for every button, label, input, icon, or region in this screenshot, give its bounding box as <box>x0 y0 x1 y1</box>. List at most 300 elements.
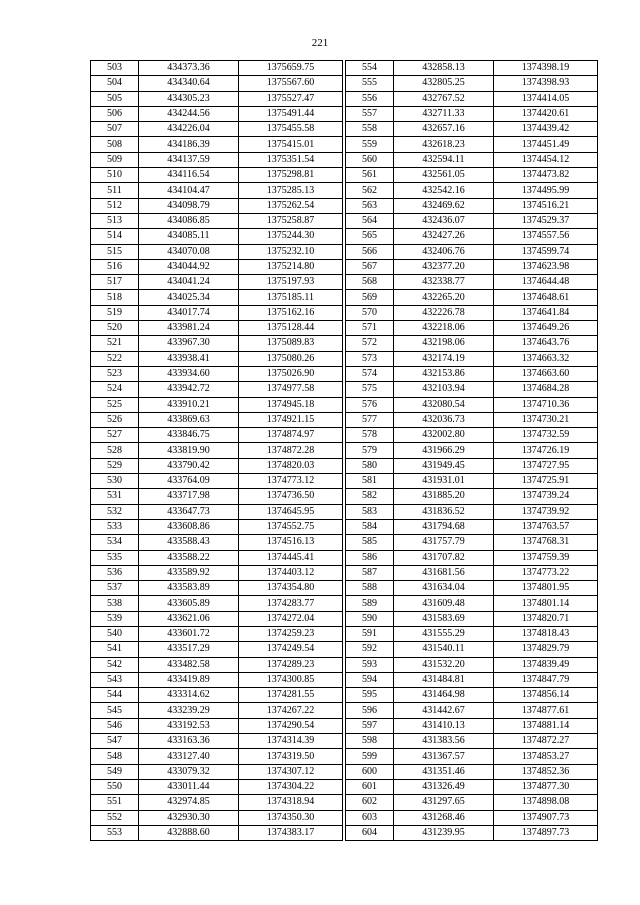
y-coordinate-cell: 1374552.75 <box>239 519 343 534</box>
y-coordinate-cell: 1374643.76 <box>494 336 598 351</box>
y-coordinate-cell: 1374801.14 <box>494 596 598 611</box>
point-number-cell: 515 <box>91 244 139 259</box>
table-row <box>346 596 598 611</box>
y-coordinate-cell: 1375285.13 <box>239 183 343 198</box>
point-number-cell: 539 <box>91 611 139 626</box>
point-number-cell: 550 <box>91 779 139 794</box>
x-coordinate-cell: 432618.23 <box>394 137 494 152</box>
table-row <box>91 366 343 381</box>
point-number-cell: 509 <box>91 152 139 167</box>
table-row <box>91 91 343 106</box>
y-coordinate-cell: 1375455.58 <box>239 122 343 137</box>
y-coordinate-cell: 1374818.43 <box>494 626 598 641</box>
table-row <box>91 596 343 611</box>
point-number-cell: 549 <box>91 764 139 779</box>
point-number-cell: 520 <box>91 321 139 336</box>
point-number-cell: 526 <box>91 412 139 427</box>
table-row <box>91 795 343 810</box>
y-coordinate-cell: 1374732.59 <box>494 428 598 443</box>
point-number-cell: 542 <box>91 657 139 672</box>
table-row <box>91 397 343 412</box>
y-coordinate-cell: 1374319.50 <box>239 749 343 764</box>
table-row <box>346 443 598 458</box>
table-row <box>91 443 343 458</box>
x-coordinate-cell: 433981.24 <box>139 321 239 336</box>
y-coordinate-cell: 1375491.44 <box>239 106 343 121</box>
point-number-cell: 507 <box>91 122 139 137</box>
table-row <box>346 198 598 213</box>
point-number-cell: 597 <box>346 718 394 733</box>
point-number-cell: 521 <box>91 336 139 351</box>
point-number-cell: 510 <box>91 168 139 183</box>
y-coordinate-cell: 1374281.55 <box>239 688 343 703</box>
table-row <box>91 672 343 687</box>
point-number-cell: 551 <box>91 795 139 810</box>
x-coordinate-cell: 433011.44 <box>139 779 239 794</box>
table-row <box>346 137 598 152</box>
table-row <box>346 76 598 91</box>
point-number-cell: 566 <box>346 244 394 259</box>
table-row <box>346 458 598 473</box>
y-coordinate-cell: 1374307.12 <box>239 764 343 779</box>
x-coordinate-cell: 431931.01 <box>394 474 494 489</box>
y-coordinate-cell: 1374314.39 <box>239 734 343 749</box>
y-coordinate-cell: 1375351.54 <box>239 152 343 167</box>
y-coordinate-cell: 1375026.90 <box>239 366 343 381</box>
table-row <box>91 61 343 76</box>
point-number-cell: 506 <box>91 106 139 121</box>
table-row <box>346 611 598 626</box>
y-coordinate-cell: 1374872.27 <box>494 734 598 749</box>
x-coordinate-cell: 433192.53 <box>139 718 239 733</box>
y-coordinate-cell: 1374529.37 <box>494 213 598 228</box>
table-row <box>91 642 343 657</box>
y-coordinate-cell: 1374877.30 <box>494 779 598 794</box>
y-coordinate-cell: 1375128.44 <box>239 321 343 336</box>
y-coordinate-cell: 1374398.19 <box>494 61 598 76</box>
point-number-cell: 529 <box>91 458 139 473</box>
x-coordinate-cell: 432226.78 <box>394 305 494 320</box>
table-row <box>346 428 598 443</box>
y-coordinate-cell: 1374839.49 <box>494 657 598 672</box>
point-number-cell: 530 <box>91 474 139 489</box>
y-coordinate-cell: 1374272.04 <box>239 611 343 626</box>
y-coordinate-cell: 1374898.08 <box>494 795 598 810</box>
x-coordinate-cell: 431966.29 <box>394 443 494 458</box>
y-coordinate-cell: 1374259.23 <box>239 626 343 641</box>
x-coordinate-cell: 434305.23 <box>139 91 239 106</box>
y-coordinate-cell: 1375214.80 <box>239 259 343 274</box>
x-coordinate-cell: 431268.46 <box>394 810 494 825</box>
y-coordinate-cell: 1374445.41 <box>239 550 343 565</box>
x-coordinate-cell: 431326.49 <box>394 779 494 794</box>
point-number-cell: 517 <box>91 275 139 290</box>
y-coordinate-cell: 1374945.18 <box>239 397 343 412</box>
x-coordinate-cell: 433967.30 <box>139 336 239 351</box>
point-number-cell: 561 <box>346 168 394 183</box>
y-coordinate-cell: 1374847.79 <box>494 672 598 687</box>
x-coordinate-cell: 432265.20 <box>394 290 494 305</box>
table-row <box>91 565 343 580</box>
y-coordinate-cell: 1374414.05 <box>494 91 598 106</box>
point-number-cell: 563 <box>346 198 394 213</box>
x-coordinate-cell: 433938.41 <box>139 351 239 366</box>
y-coordinate-cell: 1374801.95 <box>494 581 598 596</box>
table-row <box>91 198 343 213</box>
point-number-cell: 545 <box>91 703 139 718</box>
table-row <box>91 611 343 626</box>
x-coordinate-cell: 431532.20 <box>394 657 494 672</box>
y-coordinate-cell: 1374856.14 <box>494 688 598 703</box>
table-row <box>91 535 343 550</box>
table-row <box>91 519 343 534</box>
table-row <box>346 106 598 121</box>
point-number-cell: 557 <box>346 106 394 121</box>
y-coordinate-cell: 1374300.85 <box>239 672 343 687</box>
table-row <box>91 122 343 137</box>
x-coordinate-cell: 432657.16 <box>394 122 494 137</box>
table-row <box>346 795 598 810</box>
table-row <box>346 565 598 580</box>
point-number-cell: 562 <box>346 183 394 198</box>
x-coordinate-cell: 431410.13 <box>394 718 494 733</box>
x-coordinate-cell: 432174.19 <box>394 351 494 366</box>
y-coordinate-cell: 1374684.28 <box>494 382 598 397</box>
x-coordinate-cell: 434226.04 <box>139 122 239 137</box>
point-number-cell: 523 <box>91 366 139 381</box>
point-number-cell: 538 <box>91 596 139 611</box>
point-number-cell: 540 <box>91 626 139 641</box>
x-coordinate-cell: 431757.79 <box>394 535 494 550</box>
point-number-cell: 570 <box>346 305 394 320</box>
y-coordinate-cell: 1374907.73 <box>494 810 598 825</box>
x-coordinate-cell: 431794.68 <box>394 519 494 534</box>
x-coordinate-cell: 433482.58 <box>139 657 239 672</box>
point-number-cell: 544 <box>91 688 139 703</box>
point-number-cell: 534 <box>91 535 139 550</box>
y-coordinate-cell: 1374829.79 <box>494 642 598 657</box>
table-row <box>91 152 343 167</box>
x-coordinate-cell: 431583.69 <box>394 611 494 626</box>
point-number-cell: 527 <box>91 428 139 443</box>
table-row <box>346 749 598 764</box>
x-coordinate-cell: 433583.89 <box>139 581 239 596</box>
table-row <box>346 397 598 412</box>
point-number-cell: 511 <box>91 183 139 198</box>
x-coordinate-cell: 433605.89 <box>139 596 239 611</box>
y-coordinate-cell: 1374516.13 <box>239 535 343 550</box>
point-number-cell: 535 <box>91 550 139 565</box>
table-row <box>346 244 598 259</box>
x-coordinate-cell: 434186.39 <box>139 137 239 152</box>
table-row <box>346 290 598 305</box>
y-coordinate-cell: 1374877.61 <box>494 703 598 718</box>
table-row <box>346 229 598 244</box>
x-coordinate-cell: 431836.52 <box>394 504 494 519</box>
y-coordinate-cell: 1374473.82 <box>494 168 598 183</box>
y-coordinate-cell: 1374420.61 <box>494 106 598 121</box>
x-coordinate-cell: 433314.62 <box>139 688 239 703</box>
y-coordinate-cell: 1374289.23 <box>239 657 343 672</box>
y-coordinate-cell: 1374644.48 <box>494 275 598 290</box>
x-coordinate-cell: 434104.47 <box>139 183 239 198</box>
table-row <box>346 168 598 183</box>
table-row <box>346 321 598 336</box>
point-number-cell: 586 <box>346 550 394 565</box>
table-row <box>346 474 598 489</box>
point-number-cell: 512 <box>91 198 139 213</box>
point-number-cell: 516 <box>91 259 139 274</box>
y-coordinate-cell: 1374267.22 <box>239 703 343 718</box>
x-coordinate-cell: 432153.86 <box>394 366 494 381</box>
y-coordinate-cell: 1374641.84 <box>494 305 598 320</box>
point-number-cell: 576 <box>346 397 394 412</box>
table-row <box>346 382 598 397</box>
point-number-cell: 604 <box>346 825 394 840</box>
x-coordinate-cell: 433717.98 <box>139 489 239 504</box>
x-coordinate-cell: 434086.85 <box>139 213 239 228</box>
y-coordinate-cell: 1375567.60 <box>239 76 343 91</box>
x-coordinate-cell: 432711.33 <box>394 106 494 121</box>
x-coordinate-cell: 434244.56 <box>139 106 239 121</box>
point-number-cell: 519 <box>91 305 139 320</box>
table-row <box>91 474 343 489</box>
y-coordinate-cell: 1374249.54 <box>239 642 343 657</box>
table-row <box>91 412 343 427</box>
point-number-cell: 547 <box>91 734 139 749</box>
point-number-cell: 554 <box>346 61 394 76</box>
y-coordinate-cell: 1374649.26 <box>494 321 598 336</box>
y-coordinate-cell: 1375232.10 <box>239 244 343 259</box>
x-coordinate-cell: 433647.73 <box>139 504 239 519</box>
table-row <box>91 321 343 336</box>
table-row <box>91 305 343 320</box>
y-coordinate-cell: 1375080.26 <box>239 351 343 366</box>
y-coordinate-cell: 1374852.36 <box>494 764 598 779</box>
x-coordinate-cell: 434085.11 <box>139 229 239 244</box>
y-coordinate-cell: 1374557.56 <box>494 229 598 244</box>
point-number-cell: 582 <box>346 489 394 504</box>
x-coordinate-cell: 432406.76 <box>394 244 494 259</box>
x-coordinate-cell: 433601.72 <box>139 626 239 641</box>
point-number-cell: 592 <box>346 642 394 657</box>
table-row <box>91 458 343 473</box>
y-coordinate-cell: 1374820.03 <box>239 458 343 473</box>
point-number-cell: 525 <box>91 397 139 412</box>
point-number-cell: 593 <box>346 657 394 672</box>
x-coordinate-cell: 433163.36 <box>139 734 239 749</box>
point-number-cell: 577 <box>346 412 394 427</box>
point-number-cell: 568 <box>346 275 394 290</box>
point-number-cell: 546 <box>91 718 139 733</box>
point-number-cell: 514 <box>91 229 139 244</box>
x-coordinate-cell: 432594.11 <box>394 152 494 167</box>
point-number-cell: 537 <box>91 581 139 596</box>
point-number-cell: 584 <box>346 519 394 534</box>
y-coordinate-cell: 1374304.22 <box>239 779 343 794</box>
x-coordinate-cell: 432542.16 <box>394 183 494 198</box>
y-coordinate-cell: 1374495.99 <box>494 183 598 198</box>
y-coordinate-cell: 1375262.54 <box>239 198 343 213</box>
x-coordinate-cell: 431367.57 <box>394 749 494 764</box>
point-number-cell: 541 <box>91 642 139 657</box>
x-coordinate-cell: 432080.54 <box>394 397 494 412</box>
y-coordinate-cell: 1375162.16 <box>239 305 343 320</box>
point-number-cell: 587 <box>346 565 394 580</box>
x-coordinate-cell: 431464.98 <box>394 688 494 703</box>
point-number-cell: 505 <box>91 91 139 106</box>
table-row <box>346 504 598 519</box>
point-number-cell: 573 <box>346 351 394 366</box>
y-coordinate-cell: 1374354.80 <box>239 581 343 596</box>
y-coordinate-cell: 1374599.74 <box>494 244 598 259</box>
point-number-cell: 580 <box>346 458 394 473</box>
x-coordinate-cell: 433589.92 <box>139 565 239 580</box>
point-number-cell: 556 <box>346 91 394 106</box>
y-coordinate-cell: 1374663.32 <box>494 351 598 366</box>
x-coordinate-cell: 431634.04 <box>394 581 494 596</box>
y-coordinate-cell: 1374921.15 <box>239 412 343 427</box>
point-number-cell: 583 <box>346 504 394 519</box>
table-row <box>91 825 343 840</box>
x-coordinate-cell: 434044.92 <box>139 259 239 274</box>
x-coordinate-cell: 432218.06 <box>394 321 494 336</box>
table-row <box>91 489 343 504</box>
point-number-cell: 548 <box>91 749 139 764</box>
x-coordinate-cell: 432436.07 <box>394 213 494 228</box>
x-coordinate-cell: 432888.60 <box>139 825 239 840</box>
point-number-cell: 603 <box>346 810 394 825</box>
table-row <box>91 764 343 779</box>
point-number-cell: 533 <box>91 519 139 534</box>
table-row <box>346 535 598 550</box>
y-coordinate-cell: 1374768.31 <box>494 535 598 550</box>
table-row <box>91 275 343 290</box>
y-coordinate-cell: 1374623.98 <box>494 259 598 274</box>
x-coordinate-cell: 434098.79 <box>139 198 239 213</box>
table-row <box>346 305 598 320</box>
x-coordinate-cell: 434041.24 <box>139 275 239 290</box>
x-coordinate-cell: 433819.90 <box>139 443 239 458</box>
table-row <box>91 504 343 519</box>
x-coordinate-cell: 432002.80 <box>394 428 494 443</box>
point-number-cell: 528 <box>91 443 139 458</box>
x-coordinate-cell: 433846.75 <box>139 428 239 443</box>
y-coordinate-cell: 1374726.19 <box>494 443 598 458</box>
x-coordinate-cell: 433910.21 <box>139 397 239 412</box>
point-number-cell: 567 <box>346 259 394 274</box>
coordinate-table-left <box>90 60 343 841</box>
point-number-cell: 571 <box>346 321 394 336</box>
y-coordinate-cell: 1374318.94 <box>239 795 343 810</box>
point-number-cell: 553 <box>91 825 139 840</box>
point-number-cell: 596 <box>346 703 394 718</box>
x-coordinate-cell: 431885.20 <box>394 489 494 504</box>
x-coordinate-cell: 432858.13 <box>394 61 494 76</box>
table-row <box>346 489 598 504</box>
x-coordinate-cell: 432469.62 <box>394 198 494 213</box>
table-row <box>346 718 598 733</box>
point-number-cell: 559 <box>346 137 394 152</box>
table-row <box>346 703 598 718</box>
table-row <box>91 779 343 794</box>
table-row <box>346 779 598 794</box>
point-number-cell: 572 <box>346 336 394 351</box>
table-row <box>91 810 343 825</box>
y-coordinate-cell: 1374820.71 <box>494 611 598 626</box>
point-number-cell: 602 <box>346 795 394 810</box>
x-coordinate-cell: 433588.43 <box>139 535 239 550</box>
table-row <box>91 428 343 443</box>
point-number-cell: 575 <box>346 382 394 397</box>
point-number-cell: 600 <box>346 764 394 779</box>
y-coordinate-cell: 1374872.28 <box>239 443 343 458</box>
x-coordinate-cell: 431297.65 <box>394 795 494 810</box>
point-number-cell: 536 <box>91 565 139 580</box>
table-row <box>346 366 598 381</box>
table-row <box>91 581 343 596</box>
x-coordinate-cell: 434070.08 <box>139 244 239 259</box>
point-number-cell: 589 <box>346 596 394 611</box>
table-row <box>346 672 598 687</box>
table-row <box>346 412 598 427</box>
table-row <box>346 626 598 641</box>
x-coordinate-cell: 433517.29 <box>139 642 239 657</box>
point-number-cell: 518 <box>91 290 139 305</box>
y-coordinate-cell: 1374290.54 <box>239 718 343 733</box>
x-coordinate-cell: 432767.52 <box>394 91 494 106</box>
table-row <box>91 259 343 274</box>
x-coordinate-cell: 433869.63 <box>139 412 239 427</box>
x-coordinate-cell: 432930.30 <box>139 810 239 825</box>
point-number-cell: 588 <box>346 581 394 596</box>
table-row <box>91 244 343 259</box>
table-row <box>346 91 598 106</box>
y-coordinate-cell: 1375298.81 <box>239 168 343 183</box>
x-coordinate-cell: 433239.29 <box>139 703 239 718</box>
x-coordinate-cell: 434025.34 <box>139 290 239 305</box>
x-coordinate-cell: 431351.46 <box>394 764 494 779</box>
point-number-cell: 595 <box>346 688 394 703</box>
x-coordinate-cell: 432338.77 <box>394 275 494 290</box>
point-number-cell: 558 <box>346 122 394 137</box>
x-coordinate-cell: 434116.54 <box>139 168 239 183</box>
point-number-cell: 532 <box>91 504 139 519</box>
y-coordinate-cell: 1374398.93 <box>494 76 598 91</box>
point-number-cell: 552 <box>91 810 139 825</box>
x-coordinate-cell: 433079.32 <box>139 764 239 779</box>
x-coordinate-cell: 433127.40 <box>139 749 239 764</box>
y-coordinate-cell: 1375415.01 <box>239 137 343 152</box>
y-coordinate-cell: 1375527.47 <box>239 91 343 106</box>
y-coordinate-cell: 1374710.36 <box>494 397 598 412</box>
x-coordinate-cell: 432036.73 <box>394 412 494 427</box>
y-coordinate-cell: 1374773.12 <box>239 474 343 489</box>
table-row <box>91 183 343 198</box>
y-coordinate-cell: 1374874.97 <box>239 428 343 443</box>
table-row <box>346 61 598 76</box>
point-number-cell: 524 <box>91 382 139 397</box>
table-row <box>91 550 343 565</box>
table-row <box>91 290 343 305</box>
y-coordinate-cell: 1374739.92 <box>494 504 598 519</box>
table-row <box>91 106 343 121</box>
table-row <box>91 718 343 733</box>
y-coordinate-cell: 1374383.17 <box>239 825 343 840</box>
point-number-cell: 590 <box>346 611 394 626</box>
table-row <box>91 657 343 672</box>
table-row <box>346 657 598 672</box>
